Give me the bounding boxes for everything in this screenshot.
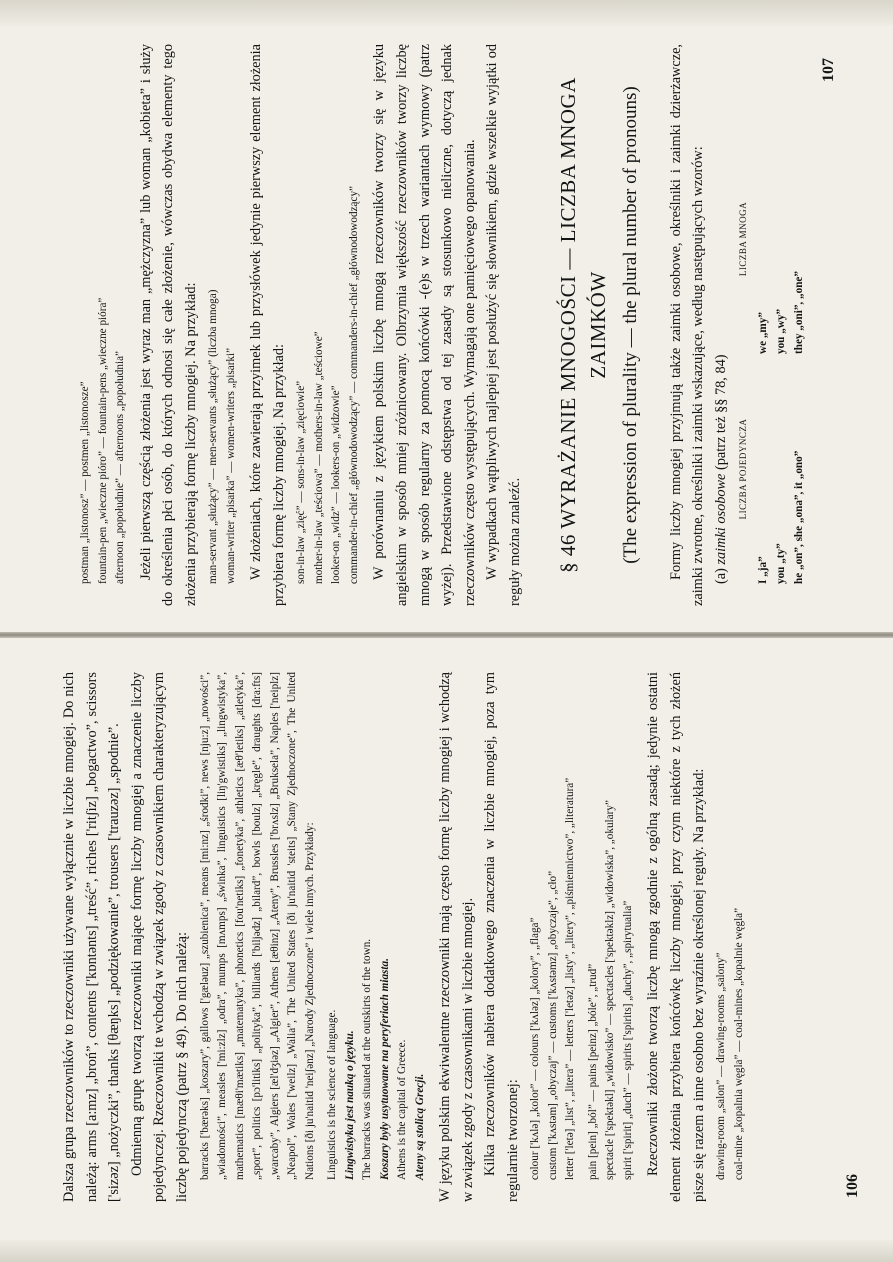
left-paragraph-2: Odmienną grupę tworzą rzeczowniki mające formę liczby mnogiej a znaczenie liczby pojedynczej. Rzeczowniki te wchodzą w związek zgody z czasownikiem charakteryzującym liczbę pojedynczą (patrz § 49). Do nich należą: [128,672,190,1202]
page-number: 106 [844,1174,861,1198]
right-paragraph-4: W wypadkach wątpliwych najlepiej jest posłużyć się słownikiem, gdzie wszelkie wyjątki od reguły można znaleźć. [484,44,524,606]
section-subheading: (The expression of plurality — the plural number of pronouns) [619,86,641,564]
page-106 [0,638,893,1238]
preposition-compounds-list: son-in-law „zięć” — sons-in-law „zięciowie” mother-in-law „teściowa” — mothers-in-law „teściowe” looker-on „widz” — lookers-on „widzowie” commander-in-chief „głównodowodzący” — commanders-in-chief „głównodowodzący” [295,185,360,584]
scan-edge-bottom [0,1240,893,1262]
extra-meaning-list-1: colour ['kʌlə] „kolor” — colours ['kʌləz] „kolory”, „flaga” custom ['kʌstəm] „obyczaj” — customs ['kʌstəmz] „obyczaje”, „cło” letter ['letə] „list”, „litera” — letters ['letəz] „listy”, „litery”, „piśmiennictwo”, „literatura” [529,777,577,1180]
left-paragraph-5: Rzeczowniki złożone tworzą liczbę mnogą zgodnie z ogólną zasadą; jedynie ostatni element złożenia przybiera końcówkę liczby mnogiej, przy czym niektóre z tych złożeń pisze się razem a inne osobno bez wyraźnie określonej reguły. Na przykład: [645,672,707,1202]
pronoun-subsection-label: (a) zaimki osobowe (patrz też §§ 78, 84) [712,354,729,584]
singular-column: LICZBA POJEDYNCZA I „ja” you „ty” he „on”, she „ona”, it „ono” [738,418,806,584]
compound-nouns-list: drawing-room „salon” — drawing-rooms „salony” coal-mine „kopalnia węgla” — coal-mines „kopalnie węgla” [715,907,745,1180]
right-paragraph-5: Formy liczby mnogiej przyjmują także zaimki osobowe, określniki i zaimki dzierżawcze, zaimki zwrotne, określniki i zaimki wskazujące, według następujących wzorów: [667,44,707,606]
right-paragraph-3: W porównaniu z językiem polskim liczbę mnogą rzeczowników tworzy się w języku angielskim w sposób mniej zróżnicowany. Olbrzymia większość rzeczowników tworzy liczbę mnogą w sposób regularny za pomocą końcówki -(e)s w trzech wariantach wymowy (patrz wyżej). Przedstawione odstępstwa od tej zasady są stosunkowo nieliczne, dotyczą jednak rzeczowników często występujących. Wymagają one pamięciowego opanowania. [371,44,478,606]
left-paragraph-4: Kilka rzeczowników nabiera dodatkowego znaczenia w liczbie mnogiej, poza tym regularnie tworzonej: [482,672,521,1202]
right-paragraph-1: Jeżeli pierwszą częścią złożenia jest wyraz man „mężczyzna” lub woman „kobieta” i służy do określenia płci osób, do których odnosi się całe złożenie, wówczas obydwa elementy tego złożenia przybierają formę liczby mnogiej. Na przykład: [137,44,199,606]
personal-pronouns-table [734,44,808,584]
page-107 [0,28,893,628]
examples-1: Linguistics is the science of language. Lingwistyka jest nauką o języku. The barracks was situated at the outskirts of the town. Koszary były usytuowane na peryferiach miasta. Athens is the capital of Greece. Ateny są stolicą Grecji. [326,938,426,1180]
right-paragraph-2: W złożeniach, które zawierają przyimek lub przysłówek jedynie pierwszy element złożenia przybiera formę liczby mnogiej. Na przykład: [248,44,287,606]
section-heading: § 46 WYRAŻANIE MNOGOŚCI — LICZBA MNOGA ZAIMKÓW [555,77,610,573]
scan-edge-top [0,0,893,26]
left-paragraph-3: W języku polskim ekwiwalentne rzeczowniki mają często formę liczby mnogiej i wchodzą w związek zgody z czasownikami w liczbie mnogiej. [437,672,476,1202]
plural-column: LICZBA MNOGA we „my” you „wy” they „oni”, „one” [738,201,806,354]
man-woman-compounds-list: man-servant „służący” — men-servants „służący” (liczba mnoga) woman-writer „pisarka” — women-writers „pisarki” [207,289,237,584]
left-paragraph-1: Dalsza grupa rzeczowników to rzeczowniki używane wyłącznie w liczbie mnogiej. Do nich należą: arms [a:mz] „broń”, contents ['kɒntənts] „treść”, riches ['ritʃiz] „bogactwo”, scissors ['sizəz] „nożyczki”, thanks [θæŋks] „podziękowanie”, trousers ['trauzəz] „spodnie”. [61,672,123,1202]
plural-only-nouns-list: barracks ['bærəks] „koszary”, gallows ['gæləuz] „szubienica”, means [mi:nz] „środki”, news [nju:z] „nowości”, „wiadomości”, measles ['mi:zlz] „odra”, mumps [mʌmps] „świnka”, linguistics [liŋ'gwistiks] „lingwistyka”, mathematics [mæθi'mætiks] „matematyka”, phonetics [fou'netiks] „fonetyka”, athletics [æθ'letiks] „atletyka”, „sport”, politics [pɔ'litiks] „polityka”, billiards ['biljədz] „bilard”, bowls [boulz] „kręgle”, draughts [dra:fts] „warcaby”, Algiers [æl'dʒiəz] „Algier”, Athens [æθinz] „Ateny”, Brussles ['brʌslz] „Bruksela”, Naples ['neiplz] „Neapol”, Wales ['weilz] „Walia”, The United States [ði ju'naitid 'steits] „Stany Zjednoczone”, The United Nations [ði ju'naitid 'neiʃənz] „Narody Zjednoczone” i wiele innych. Przykłady: [198,672,316,1180]
compound-nouns-list-cont: postman „listonosz” — postmen „listonosze” fountain-pen „wieczne pióro” — fountain-pens „wieczne pióra” afternoon „popołudnie” — afternoons „popołudnia” [79,297,126,584]
page-number: 107 [820,58,837,82]
extra-meaning-list-2: pain [pein] „ból” — pains [peinz] „bóle”, „trud” spectacle ['spektəkl] „widowisko” — spectacles ['spektəklz] „widowiska”, „okulary” spirit ['spirit] „duch” — spirits ['spirits] „duchy”, „spirytualia” [586,800,634,1180]
